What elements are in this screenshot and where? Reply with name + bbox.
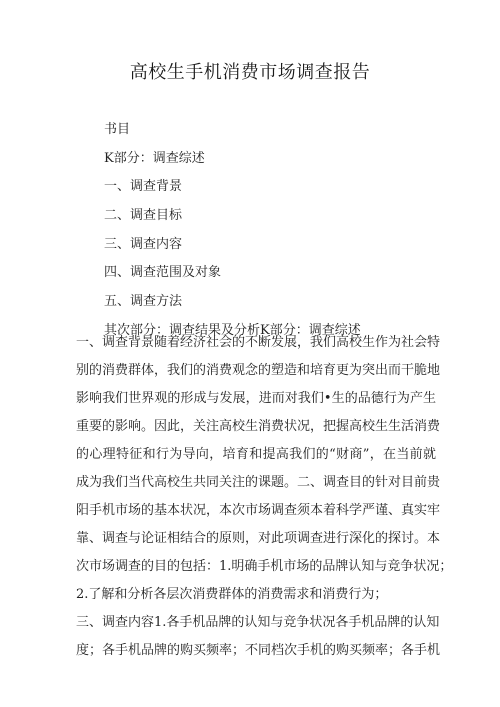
body-line: 一、调查背景随着经济社会的不断发展，我们高校生作为社会特: [76, 335, 441, 350]
toc-item: K部分：调查综述: [104, 150, 205, 166]
toc-item: 五、调查方法: [104, 294, 183, 310]
body-line: 别的消费群体，我们的消费观念的塑造和培育更为突出而干脆地: [76, 363, 441, 378]
table-of-contents: [104, 118, 361, 348]
toc-heading: 书目: [104, 122, 131, 137]
body-line: 的心理特征和行为导向，培育和提高我们的“财商”，在当前就: [76, 447, 436, 462]
body-line: 成为我们当代高校生共同关注的课题。二、调查目的针对目前贵: [76, 475, 441, 490]
body-line: 影响我们世界观的形成与发展，进而对我们•生的品德行为产生: [76, 391, 436, 406]
document-title: 高校生手机消费市场调查报告: [129, 62, 371, 83]
toc-item: 一、调查背景: [104, 179, 183, 195]
body-line: 重要的影响。因此，关注高校生消费状况，把握高校生生活消费: [76, 419, 441, 434]
toc-item: 四、调查范围及对象: [104, 265, 222, 281]
toc-item: 二、调查目标: [104, 208, 183, 224]
toc-item: 其次部分：调查结果及分析K部分：调查综述: [104, 322, 361, 338]
body-line: 靠、调查与论证相结合的原则，对此项调查进行深化的探讨。本: [76, 531, 441, 546]
body-line: 度；各手机品牌的购买频率；不同档次手机的购买频率；各手机: [76, 643, 441, 658]
toc-item: 三、调查内容: [104, 236, 183, 252]
body-line: 2.了解和分析各层次消费群体的消费需求和消费行为；: [76, 587, 388, 602]
body-line: 次市场调查的目的包括：1.明确手机市场的品牌认知与竞争状况；: [76, 559, 453, 574]
body-line: 三、调查内容1.各手机品牌的认知与竞争状况各手机品牌的认知: [76, 615, 440, 630]
document-body: [76, 329, 453, 665]
body-line: 阳手机市场的基本状况，本次市场调查须本着科学严谨、真实牢: [76, 503, 441, 518]
